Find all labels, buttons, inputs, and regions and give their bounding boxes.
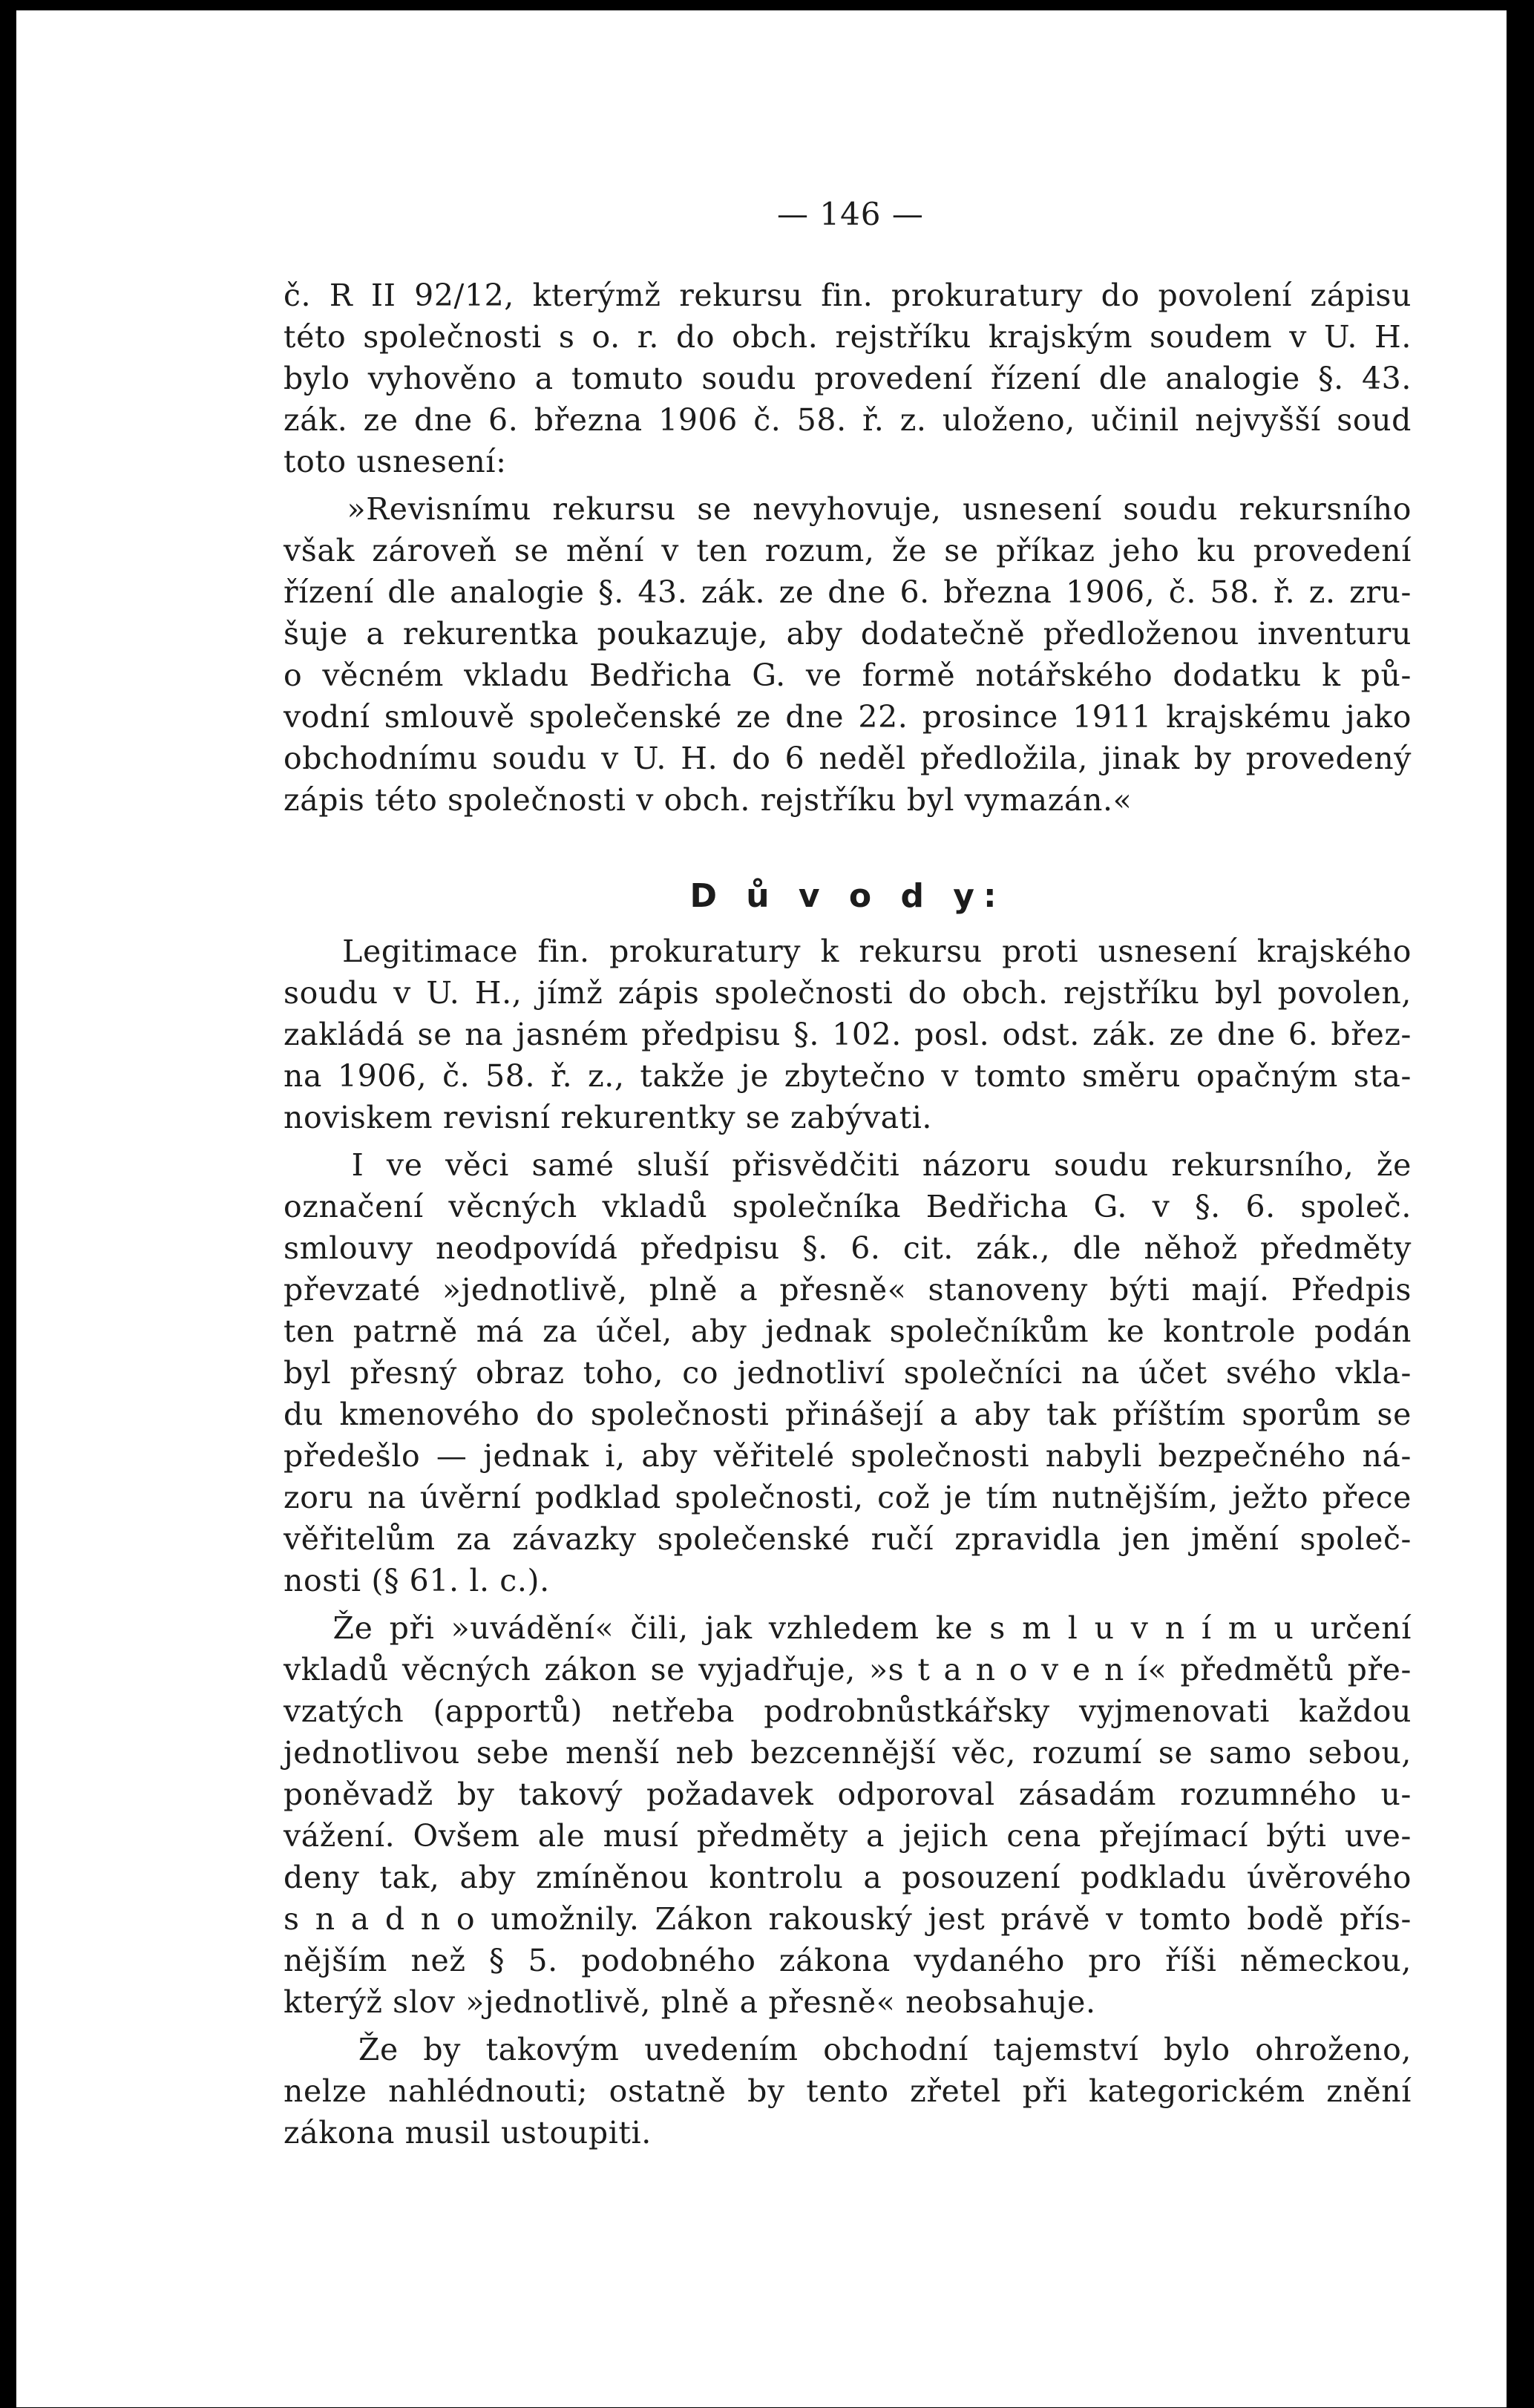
page-number: — 146 —: [777, 196, 924, 232]
text-line: Že by takovým uvedením obchodní tajemství bylo ohroženo,: [283, 2032, 1412, 2067]
text-line: »Revisnímu rekursu se nevyhovuje, usnesení soudu rekursního: [283, 491, 1412, 527]
text-line: předešlo — jednak i, aby věřitelé společnosti nabyli bezpečného ná-: [283, 1438, 1412, 1474]
text-line: převzaté »jednotlivě, plně a přesně« stanoveny býti mají. Předpis: [283, 1272, 1412, 1308]
text-line: obchodnímu soudu v U. H. do 6 neděl předložila, jinak by provedený: [283, 741, 1412, 776]
text-line: deny tak, aby zmíněnou kontrolu a posouzení podkladu úvěrového: [283, 1860, 1412, 1895]
text-line: nelze nahlédnouti; ostatně by tento zřetel při kategorickém znění: [283, 2073, 1412, 2109]
text-line: označení věcných vkladů společníka Bedřicha G. v §. 6. společ.: [283, 1189, 1412, 1224]
text-line: o věcném vkladu Bedřicha G. ve formě notářského dodatku k pů-: [283, 657, 1412, 693]
text-line: vážení. Ovšem ale musí předměty a jejich cena přejímací býti uve-: [283, 1818, 1412, 1854]
text-line: na 1906, č. 58. ř. z., takže je zbytečno v tomto směru opačným sta-: [283, 1058, 1412, 1094]
text-line: věřitelům za závazky společenské ručí zpravidla jen jmění společ-: [283, 1521, 1412, 1557]
text-line: zápis této společnosti v obch. rejstříku byl vymazán.«: [283, 782, 1133, 818]
text-line: bylo vyhověno a tomuto soudu provedení řízení dle analogie §. 43.: [283, 361, 1412, 396]
text-line: byl přesný obraz toho, co jednotliví společníci na účet svého vkla-: [283, 1355, 1412, 1391]
text-line: jednotlivou sebe menší neb bezcennější věc, rozumí se samo sebou,: [283, 1735, 1412, 1771]
text-line: poněvadž by takový požadavek odporoval zásadám rozumného u-: [283, 1777, 1412, 1812]
text-line: šuje a rekurentka poukazuje, aby dodatečně předloženou inventuru: [283, 616, 1412, 652]
text-line: vodní smlouvě společenské ze dne 22. prosince 1911 krajskému jako: [283, 699, 1412, 735]
text-line: vzatých (apportů) netřeba podrobnůstkářsky vyjmenovati každou: [283, 1693, 1412, 1729]
text-line: ten patrně má za účel, aby jednak společníkům ke kontrole podán: [283, 1313, 1412, 1349]
text-line: toto usnesení:: [283, 444, 507, 479]
text-line: soudu v U. H., jímž zápis společnosti do obch. rejstříku byl povolen,: [283, 975, 1412, 1011]
text-line: č. R II 92/12, kterýmž rekursu fin. prokuratury do povolení zápisu: [283, 278, 1412, 313]
text-line: du kmenového do společnosti přinášejí a aby tak příštím sporům se: [283, 1397, 1412, 1432]
text-line: vkladů věcných zákon se vyjadřuje, »s t a n o v e n í« předmětů pře-: [283, 1652, 1412, 1687]
text-line: s n a d n o umožnily. Zákon rakouský jest právě v tomto bodě přís-: [283, 1901, 1412, 1937]
text-line: nějším než § 5. podobného zákona vydaného pro říši německou,: [283, 1943, 1412, 1978]
text-line: Legitimace fin. prokuratury k rekursu proti usnesení krajského: [283, 934, 1412, 969]
text-line: I ve věci samé sluší přisvědčiti názoru soudu rekursního, že: [283, 1147, 1412, 1183]
text-line: zakládá se na jasném předpisu §. 102. posl. odst. zák. ze dne 6. břez-: [283, 1017, 1412, 1052]
text-line: noviskem revisní rekurentky se zabývati.: [283, 1100, 933, 1135]
text-line: nosti (§ 61. l. c.).: [283, 1563, 550, 1598]
text-line: řízení dle analogie §. 43. zák. ze dne 6. března 1906, č. 58. ř. z. zru-: [283, 574, 1412, 610]
page-sheet: [16, 10, 1507, 2407]
text-line: zák. ze dne 6. března 1906 č. 58. ř. z. uloženo, učinil nejvyšší soud: [283, 402, 1412, 438]
text-line: zákona musil ustoupiti.: [283, 2115, 652, 2151]
text-line: zoru na úvěrní podklad společnosti, což je tím nutnějším, ježto přece: [283, 1480, 1412, 1515]
text-line: Že při »uvádění« čili, jak vzhledem ke s m l u v n í m u určení: [283, 1610, 1412, 1646]
text-line: však zároveň se mění v ten rozum, že se příkaz jeho ku provedení: [283, 533, 1412, 568]
text-line: smlouvy neodpovídá předpisu §. 6. cit. zák., dle něhož předměty: [283, 1230, 1412, 1266]
text-line: kterýž slov »jednotlivě, plně a přesně« neobsahuje.: [283, 1984, 1096, 2020]
text-line: této společnosti s o. r. do obch. rejstříku krajským soudem v U. H.: [283, 319, 1412, 355]
section-heading: D ů v o d y:: [689, 877, 1006, 915]
